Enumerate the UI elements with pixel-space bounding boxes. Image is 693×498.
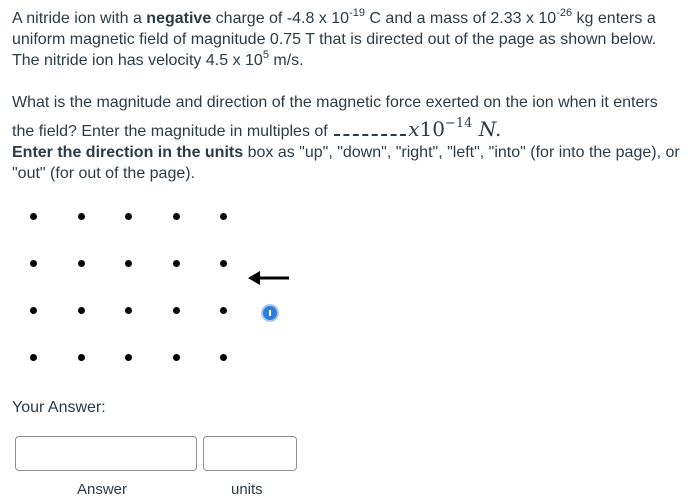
field-dot-icon — [30, 260, 37, 267]
answer-input-label: Answer — [77, 481, 128, 498]
q-text-6: What is the magnitude and direction of the magnetic force exerted on the ion when it enters the field? Enter the magnitude in multiples of — [12, 94, 658, 140]
field-dot-icon — [173, 354, 180, 361]
q-text-3: C and a mass of 2.33 x 10 — [364, 10, 557, 27]
q-negative-bold: negative — [146, 10, 212, 27]
field-dot-icon — [173, 213, 180, 220]
field-dot-icon — [78, 307, 85, 314]
field-dot-icon — [125, 213, 132, 220]
q-units-instruction-bold: Enter the direction in the units — [12, 144, 244, 161]
field-dot-icon — [30, 354, 37, 361]
field-dot-icon — [220, 260, 227, 267]
field-dot-icon — [78, 260, 85, 267]
math-x: x — [408, 117, 420, 141]
field-dot-icon — [220, 307, 227, 314]
math-exponent: −14 — [444, 116, 473, 131]
q-charge-exponent: -19 — [349, 7, 365, 19]
field-dot-icon — [220, 213, 227, 220]
field-dot-icon — [125, 260, 132, 267]
velocity-arrow-left-icon — [248, 270, 290, 286]
field-dot-icon — [220, 354, 227, 361]
units-input[interactable] — [203, 436, 297, 471]
field-dot-icon — [30, 307, 37, 314]
math-unit: N. — [478, 117, 502, 141]
q-text-7: box as "up", "down", "right", "left", "into" (for into the page), or "out" (for out of the page). — [12, 144, 680, 182]
field-dot-icon — [173, 307, 180, 314]
nitride-ion-icon — [261, 304, 279, 322]
field-dot-icon — [78, 354, 85, 361]
q-text-4: kg enters a uniform magnetic field of magnitude 0.75 T that is directed out of the page as shown below. The nitride ion has velocity 4.5 x 10 — [12, 10, 657, 69]
math-ten: 10 — [419, 117, 445, 141]
q-text-2: charge of -4.8 x 10 — [211, 10, 350, 27]
answer-input[interactable] — [15, 436, 197, 471]
field-dot-icon — [30, 213, 37, 220]
field-dot-icon — [78, 213, 85, 220]
q-text-5: m/s. — [268, 52, 304, 69]
q-text-1: A nitride ion with a — [12, 10, 147, 27]
q-velocity-exponent: 5 — [262, 49, 269, 61]
units-input-label: units — [231, 481, 263, 498]
your-answer-label: Your Answer: — [12, 399, 106, 416]
field-dot-icon — [125, 307, 132, 314]
field-dot-icon — [173, 260, 180, 267]
field-dot-icon — [125, 354, 132, 361]
q-mass-exponent: -26 — [556, 7, 573, 19]
